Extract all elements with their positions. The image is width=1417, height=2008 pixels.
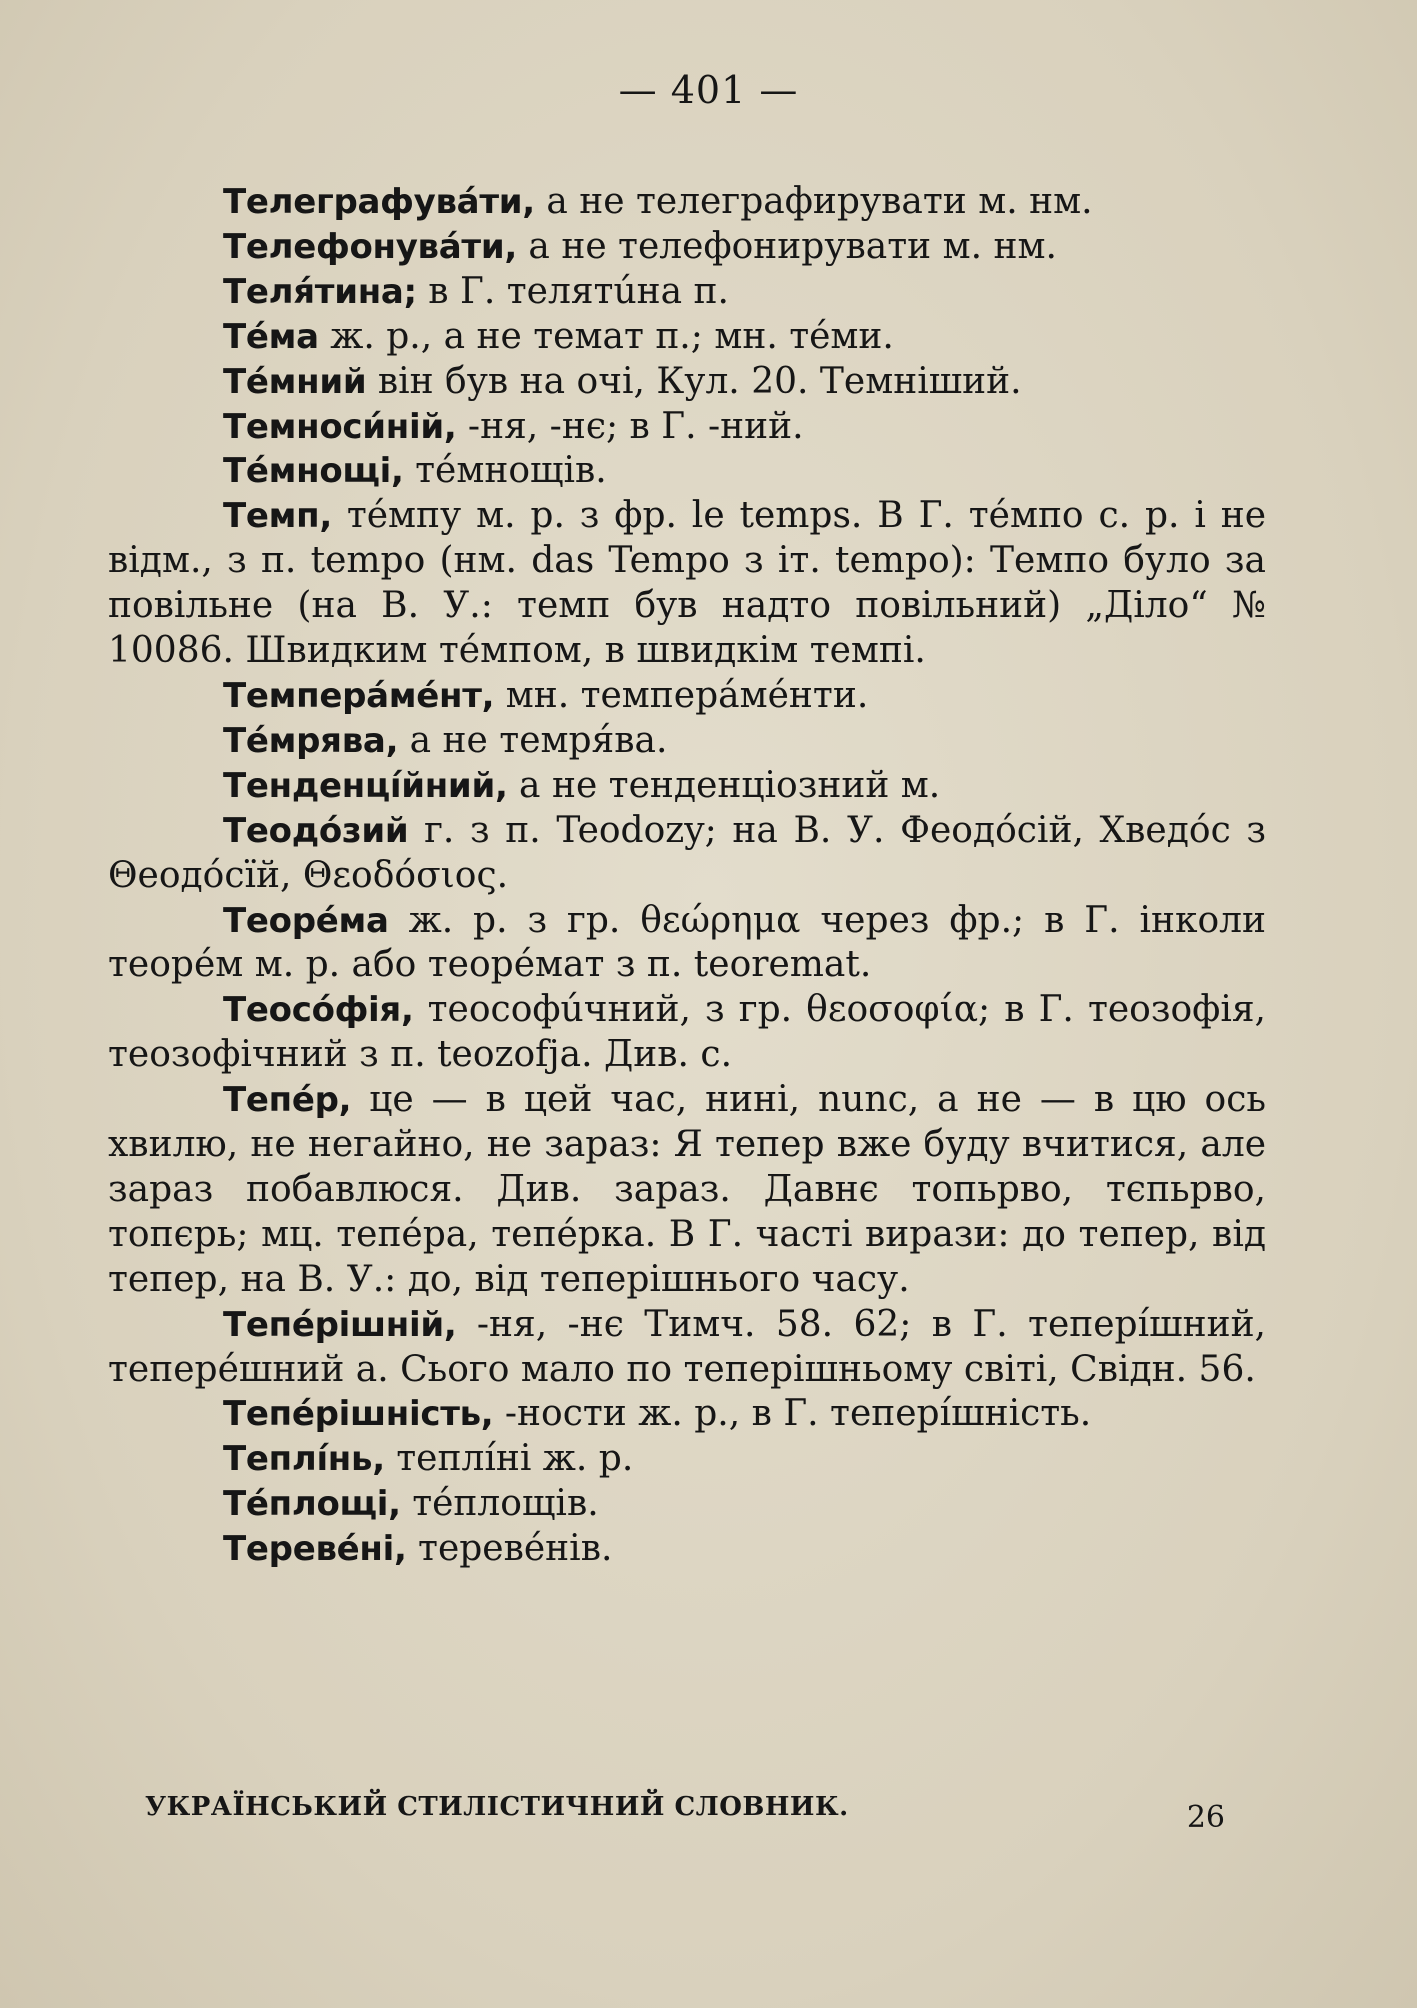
entry-text: -ня, -нє; в Г. -ний. [456, 405, 804, 447]
dictionary-entry [108, 988, 1266, 1078]
dictionary-entry [108, 1482, 1266, 1527]
entry-text: ж. р., а не темат п.; мн. те́ми. [318, 315, 894, 357]
entry-headword: Те́мнощі, [223, 451, 404, 492]
dictionary-entries [108, 180, 1266, 1572]
entry-text: а не тенденціозний м. [507, 764, 941, 806]
entry-headword: Тереве́ні, [223, 1529, 407, 1570]
entry-text: мн. темпера́ме́нти. [494, 674, 869, 716]
entry-headword: Темп, [223, 496, 332, 537]
entry-text: те́мпу м. р. з фр. le temps. В Г. те́мпо с. р. і не відм., з п. tempo (нм. das Tempo з іт. tempo): Темпо було за повільне (на В. У.: темп був надто повільний) „Діло“ № 10086. Швидким те́мпом, в швидкім темпі. [108, 495, 1266, 672]
entry-headword: Тенденці́йний, [223, 765, 508, 806]
entry-headword: Теодо́зий [223, 810, 409, 851]
entry-headword: Тепе́рішність, [223, 1394, 494, 1435]
dictionary-entry [108, 180, 1266, 225]
entry-headword: Телефонува́ти, [223, 226, 517, 267]
book-title: УКРАЇНСЬКИЙ СТИЛІСТИЧНИЙ СЛОВНИК. [145, 1792, 849, 1822]
dictionary-entry [108, 1437, 1266, 1482]
entry-text: ж. р. з гр. θεώρημα через фр.; в Г. інколи теоре́м м. р. або теоре́мат з п. teoremat. [108, 899, 1266, 986]
dictionary-entry [108, 225, 1266, 270]
dictionary-entry [108, 1392, 1266, 1437]
dictionary-entry [108, 405, 1266, 450]
entry-text: він був на очі, Кул. 20. Темніший. [366, 360, 1022, 402]
dictionary-entry [108, 899, 1266, 989]
entry-text: г. з п. Teodozy; на В. У. Феодо́сій, Хведо́с з Θеодо́сїй, Θεοδόσιος. [108, 809, 1266, 896]
signature-mark: 26 [1186, 1800, 1225, 1835]
entry-headword: Те́ма [223, 316, 319, 357]
entry-text: теплі́ні ж. р. [384, 1438, 634, 1480]
dictionary-entry [108, 764, 1266, 809]
page-number: — 401 — [618, 68, 799, 112]
entry-headword: Темноси́ній, [223, 406, 457, 447]
entry-headword: Тепе́р, [223, 1080, 352, 1121]
entry-headword: Теплі́нь, [223, 1439, 385, 1480]
entry-text: те́мнощів. [403, 450, 607, 492]
entry-text: -ности ж. р., в Г. тепері́шність. [493, 1393, 1092, 1435]
entry-text: це — в цей час, нині, nunc, а не — в цю ось хвилю, не негайно, не зараз: Я тепер вже буду вчитися, але зараз побавлюся. Див. зараз. Давнє топьрво, тєпьрво, топєрь; мц. тепе́ра, тепе́рка. В Г. часті вирази: до тепер, від тепер, на В. У.: до, від теперішнього часу. [108, 1079, 1266, 1300]
dictionary-entry [108, 449, 1266, 494]
entry-headword: Те́площі, [223, 1484, 401, 1525]
entry-text: теософúчний, з гр. θεοσοφία; в Г. теозофія, теозофічний з п. teozofja. Див. с. [108, 989, 1266, 1076]
dictionary-entry [108, 1303, 1266, 1393]
dictionary-entry [108, 494, 1266, 674]
entry-text: в Г. телятúна п. [416, 270, 729, 312]
dictionary-entry [108, 1078, 1266, 1303]
entry-text: те́площів. [400, 1483, 599, 1525]
dictionary-entry [108, 1527, 1266, 1572]
dictionary-entry [108, 360, 1266, 405]
page-footer [145, 1792, 1225, 1842]
dictionary-entry [108, 270, 1266, 315]
entry-text: тереве́нів. [406, 1528, 613, 1570]
entry-text: а не темря́ва. [398, 719, 668, 761]
dictionary-entry [108, 809, 1266, 899]
entry-headword: Те́мний [223, 361, 367, 402]
entry-headword: Теосо́фія, [223, 990, 414, 1031]
entry-text: -ня, -нє Тимч. 58. 62; в Г. тепері́шний, тепере́шний а. Сього мало по теперішньому світі, Свідн. 56. [108, 1303, 1266, 1390]
entry-headword: Темпера́ме́нт, [223, 675, 495, 716]
dictionary-entry [108, 674, 1266, 719]
entry-headword: Те́мрява, [223, 720, 399, 761]
entry-headword: Теля́тина; [223, 271, 417, 312]
entry-headword: Тепе́рішній, [223, 1304, 457, 1345]
entry-text: а не телеграфирувати м. нм. [534, 181, 1093, 222]
entry-headword: Телеграфува́ти, [223, 182, 535, 222]
entry-text: а не телефонирувати м. нм. [516, 225, 1057, 267]
entry-headword: Теоре́ма [223, 900, 389, 941]
dictionary-entry [108, 315, 1266, 360]
dictionary-entry [108, 719, 1266, 764]
